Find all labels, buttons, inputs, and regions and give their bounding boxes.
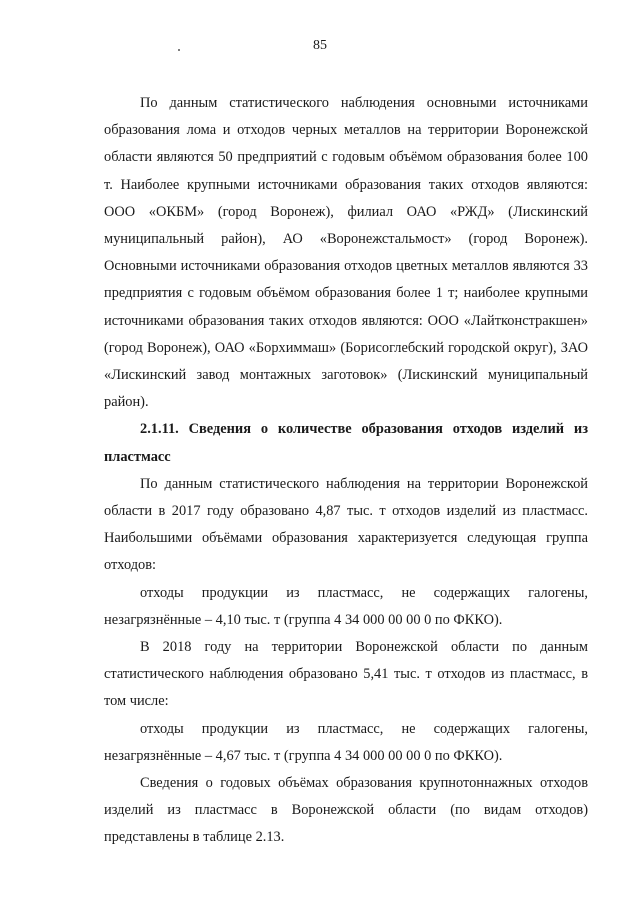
paragraph-metal-waste-sources: По данным статистического наблюдения основными источниками образования лома и отходов черных металлов на территории Воронежской области являются 50 предприятий с годовым объёмом образования более 100 т. Наиболее крупными источниками образования таких отходов являются: ООО «ОКБМ» (город Воронеж), филиал ОАО «РЖД» (Лискинский муниципальный район), АО «Воронежстальмост» (город Воронеж). Основными источниками образования отходов цветных металлов являются 33 предприятия с годовым объёмом образования более 1 т; наиболее крупными источниками образования таких отходов являются: ООО «Лайтконстракшен» (город Воронеж), ОАО «Борхиммаш» (Борисоглебский городской округ), ЗАО «Лискинский завод монтажных заготовок» (Лискинский муниципальный район). bbox=[104, 95, 588, 411]
document-body bbox=[104, 90, 588, 852]
list-item-plastic-2018: отходы продукции из пластмасс, не содержащих галогены, незагрязнённые – 4,67 тыс. т (группа 4 34 000 00 00 0 по ФККО). bbox=[104, 720, 588, 764]
page-number: 85 bbox=[313, 38, 327, 53]
section-heading-2-1-11: 2.1.11. Сведения о количестве образования отходов изделий из пластмасс bbox=[104, 421, 588, 465]
paragraph-table-reference: Сведения о годовых объёмах образования крупнотоннажных отходов изделий из пластмасс в Воронежской области (по видам отходов) представлены в таблице 2.13. bbox=[104, 775, 588, 846]
paragraph-plastic-2017: По данным статистического наблюдения на территории Воронежской области в 2017 году образовано 4,87 тыс. т отходов изделий из пластмасс. Наибольшими объёмами образования характеризуется следующая группа отходов: bbox=[104, 475, 588, 574]
scan-speck bbox=[178, 49, 180, 51]
list-item-plastic-2017: отходы продукции из пластмасс, не содержащих галогены, незагрязнённые – 4,10 тыс. т (группа 4 34 000 00 00 0 по ФККО). bbox=[104, 584, 588, 628]
paragraph-plastic-2018: В 2018 году на территории Воронежской области по данным статистического наблюдения образовано 5,41 тыс. т отходов из пластмасс, в том числе: bbox=[104, 639, 588, 710]
